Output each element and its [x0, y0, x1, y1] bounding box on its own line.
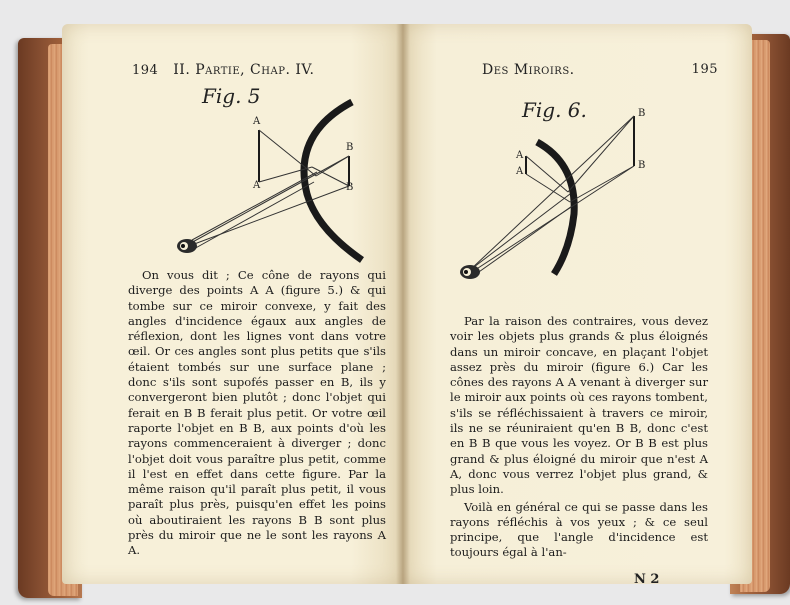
- eye-icon: [460, 265, 480, 279]
- point-label-a-bottom: A: [253, 180, 261, 191]
- point-label-a-top: A: [253, 116, 261, 127]
- right-page-body: [450, 314, 708, 561]
- right-page-number: 195: [691, 62, 718, 77]
- point-label-b-top: B: [346, 142, 354, 153]
- figure-5-label: Fig. 5: [202, 84, 261, 108]
- right-paragraph-1: Par la raison des contraires, vous devez voir les objets plus grands & plus éloignés dans un miroir concave, en plaçant l'objet assez près du miroir (figure 6.) Car les cônes des rayons A A venant à diverger sur le miroir aux points où ces rayons tombent, s'ils se réfléchissaient à travers ce miroir, ils ne se réuniraient qu'en B B, donc c'est en B B que vous les voyez. Or B B est plus grand & plus éloigné du miroir que n'est A A, donc vous verrez l'objet plus grand, & plus loin.: [450, 314, 708, 497]
- point-label-b-bottom: B: [638, 160, 646, 171]
- signature-mark: N 2: [634, 572, 660, 587]
- left-page: [62, 24, 402, 584]
- right-page: [402, 24, 752, 587]
- point-label-a-bottom: A: [516, 166, 524, 177]
- left-paragraph: On vous dit ; Ce cône de rayons qui diverge des points A A (figure 5.) & qui tombe sur ce miroir convexe, y fait des angles d'incidence égaux aux angles de réflexion, dont les lignes vont dans votre œil. Or ces angles sont plus petits que s'ils étaient tombés sur une surface plane ; donc s'ils sont supofés passer en B, ils y convergeront bien plutôt ; donc l'objet qui ferait en B B ferait plus petit. Or votre œil raporte l'objet en B B, aux points d'où les rayons commenceraient à diverger ; donc l'objet doit vous paraître plus petit, comme il l'est en effet dans cette figure. Par la même raison qu'il paraît plus petit, il vous paraît plus près, puisqu'en effet les poins où aboutiraient les rayons B B sont plus près du miroir que ne le sont les rayons A A.: [128, 268, 386, 558]
- rays-fig6: [470, 116, 634, 274]
- left-page-number: 194: [132, 63, 159, 78]
- right-paragraph-2: Voilà en général ce qui se passe dans les rayons réfléchis à vos yeux ; & ce seul principe, que l'angle d'incidence est toujours égal à l'an-: [450, 499, 708, 560]
- left-page-body: [128, 268, 386, 559]
- point-label-b-bottom: B: [346, 182, 354, 193]
- left-running-head: II. Partie, Chap. IV.: [173, 62, 315, 78]
- eye-icon: [177, 239, 197, 253]
- convex-mirror: [304, 102, 362, 260]
- figure-6-label: Fig. 6.: [522, 98, 587, 122]
- book-gutter: [396, 24, 410, 584]
- point-label-a-top: A: [516, 150, 524, 161]
- figure-6-diagram: [402, 24, 752, 304]
- point-label-b-top: B: [638, 108, 646, 119]
- right-running-head: Des Miroirs.: [482, 62, 575, 78]
- open-book: [18, 24, 790, 596]
